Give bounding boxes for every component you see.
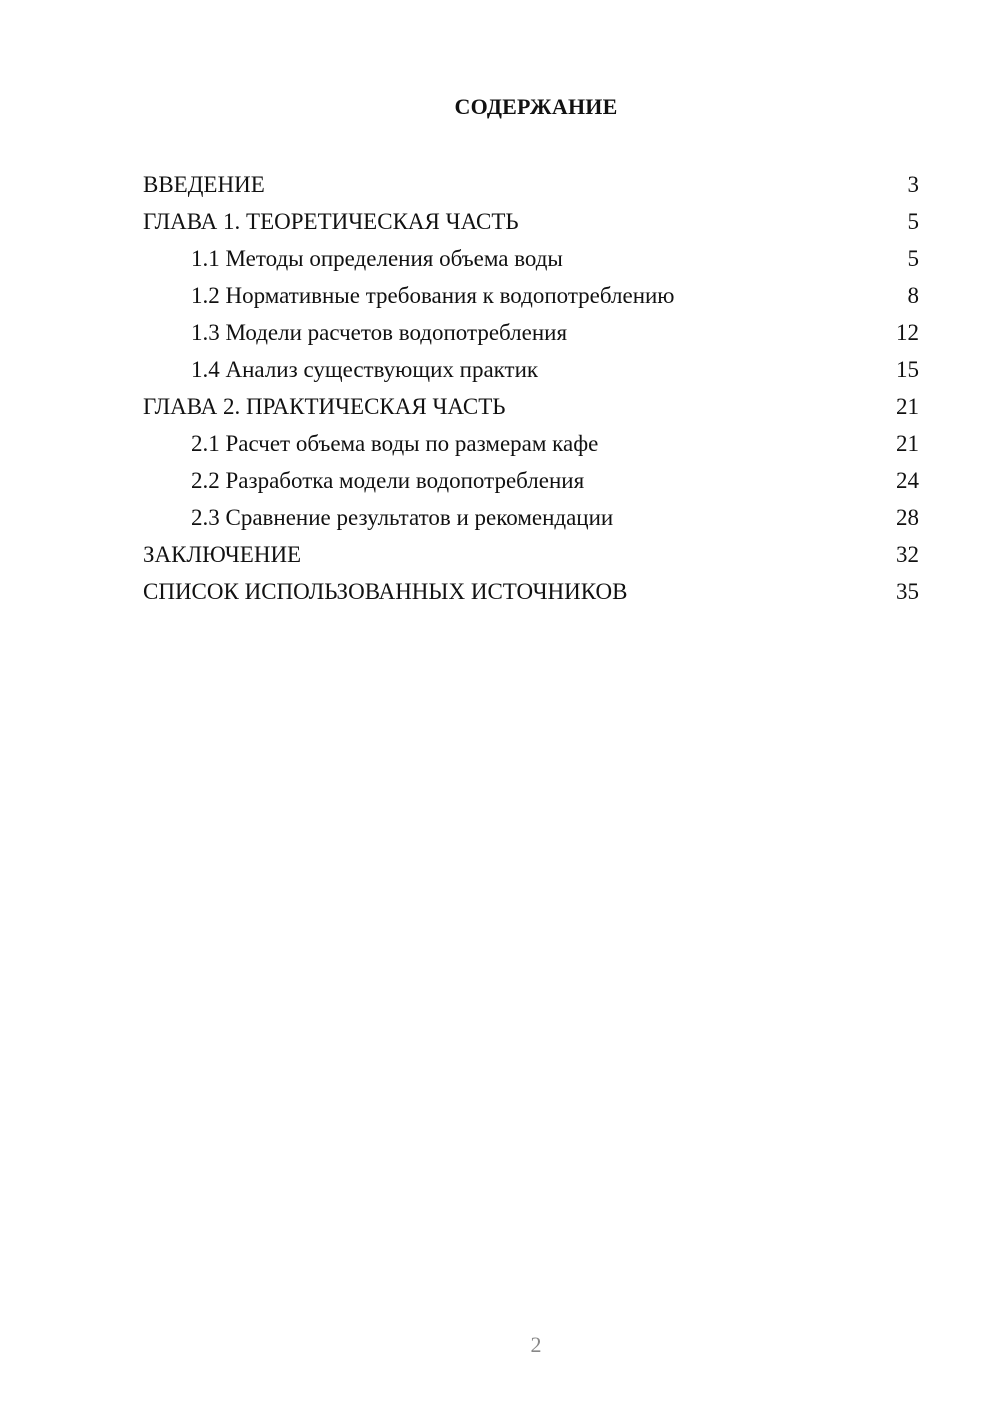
toc-entry-label: 2.1 Расчет объема воды по размерам кафе [191,431,599,456]
toc-entry-label: ГЛАВА 2. ПРАКТИЧЕСКАЯ ЧАСТЬ [143,394,506,419]
toc-entry-label: ЗАКЛЮЧЕНИЕ [143,542,302,567]
toc-entry-label: 1.2 Нормативные требования к водопотреблению [191,283,675,308]
toc-entry-page: 21 [896,394,919,419]
toc-entry-label: ГЛАВА 1. ТЕОРЕТИЧЕСКАЯ ЧАСТЬ [143,209,519,234]
toc-entry-page: 3 [907,172,919,197]
page-title: СОДЕРЖАНИЕ [454,94,618,119]
toc-entry-conclusion[interactable] [143,536,919,573]
table-of-contents [143,166,919,610]
toc-entry-page: 28 [896,505,919,530]
toc-entry-section-1-2[interactable] [143,277,919,314]
toc-entry-page: 5 [907,209,919,234]
toc-entry-section-1-1[interactable] [143,240,919,277]
toc-entry-references[interactable] [143,573,919,610]
toc-entry-page: 15 [896,357,919,382]
toc-entry-page: 21 [896,431,919,456]
toc-entry-label: СПИСОК ИСПОЛЬЗОВАННЫХ ИСТОЧНИКОВ [143,579,628,604]
toc-entry-page: 8 [907,283,919,308]
toc-entry-section-2-2[interactable] [143,462,919,499]
toc-entry-label: 2.2 Разработка модели водопотребления [191,468,585,493]
toc-entry-page: 32 [896,542,919,567]
toc-entry-page: 12 [896,320,919,345]
toc-entry-page: 24 [896,468,919,493]
toc-entry-label: ВВЕДЕНИЕ [143,172,265,197]
toc-entry-introduction[interactable] [143,166,919,203]
toc-entry-label: 2.3 Сравнение результатов и рекомендации [191,505,614,530]
toc-entry-label: 1.1 Методы определения объема воды [191,246,563,271]
toc-entry-section-2-1[interactable] [143,425,919,462]
toc-entry-page: 5 [907,246,919,271]
toc-entry-label: 1.3 Модели расчетов водопотребления [191,320,568,345]
toc-entry-chapter-2[interactable] [143,388,919,425]
toc-entry-chapter-1[interactable] [143,203,919,240]
toc-entry-page: 35 [896,579,919,604]
page-number: 2 [530,1332,542,1357]
toc-entry-section-1-4[interactable] [143,351,919,388]
toc-entry-section-1-3[interactable] [143,314,919,351]
toc-entry-label: 1.4 Анализ существующих практик [191,357,539,382]
toc-entry-section-2-3[interactable] [143,499,919,536]
